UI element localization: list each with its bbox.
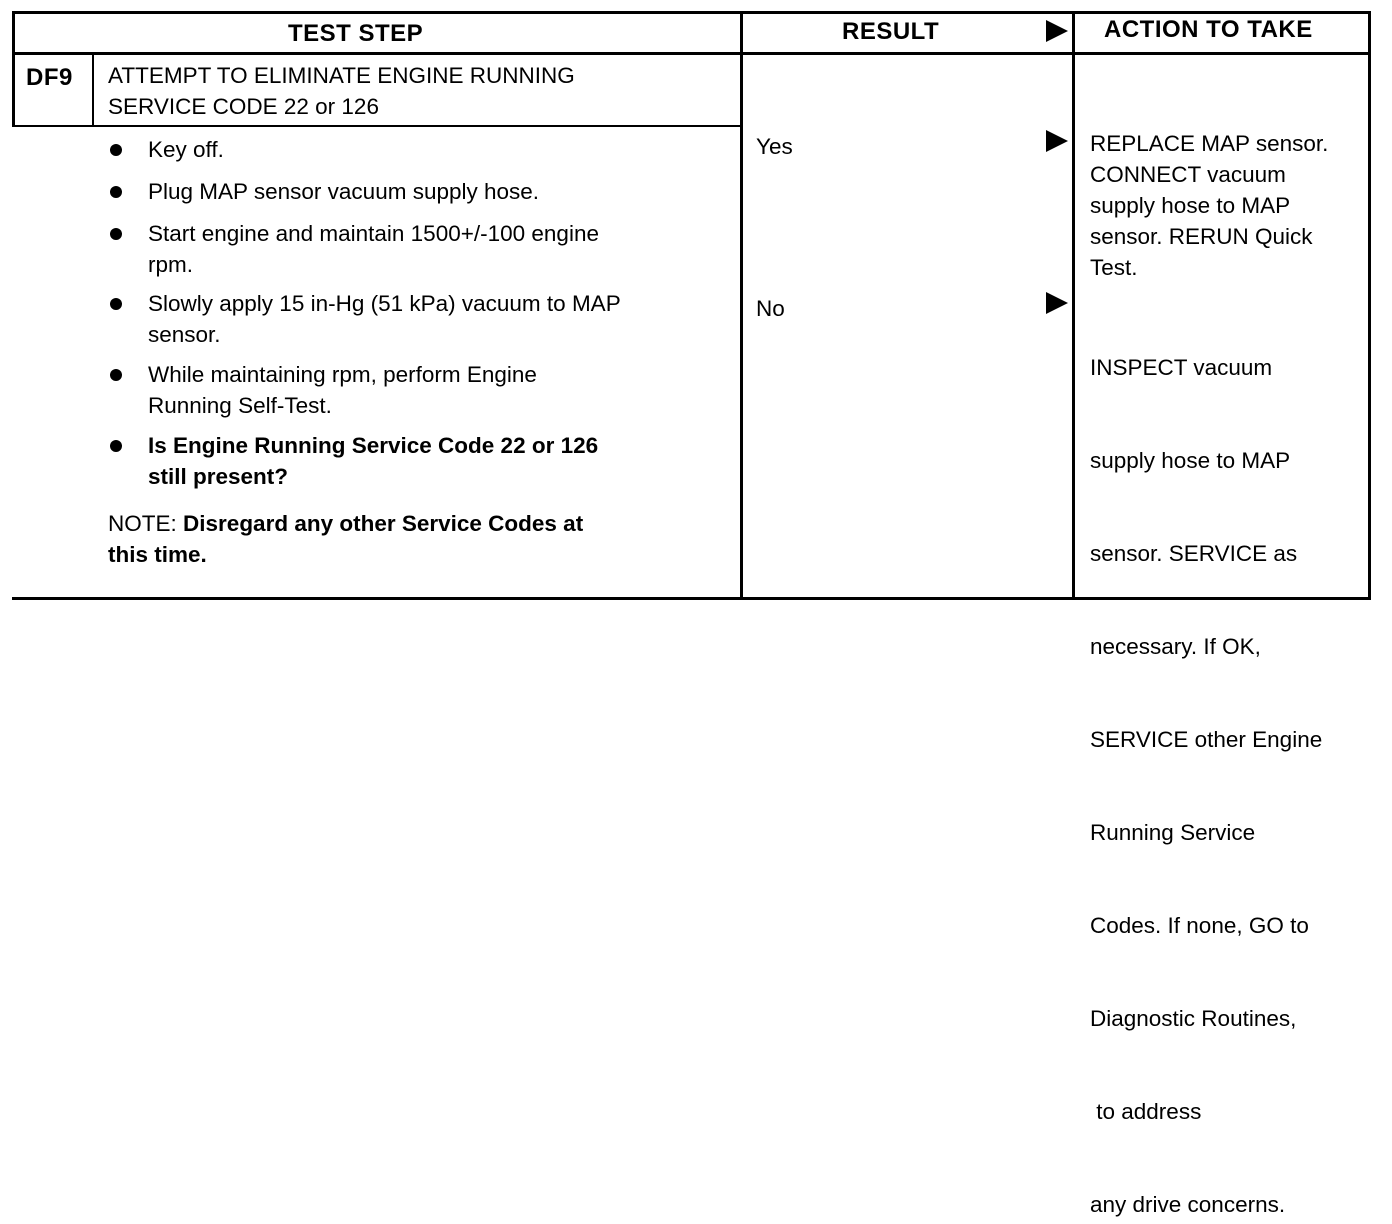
action-line: sensor. SERVICE as xyxy=(1090,541,1298,566)
bullet-item xyxy=(148,134,224,165)
action-line: Diagnostic Routines, xyxy=(1090,1006,1297,1031)
bullet-line: rpm. xyxy=(148,252,193,277)
note-text-line1: Disregard any other Service Codes at xyxy=(183,511,584,536)
action-line: REPLACE MAP sensor. xyxy=(1090,131,1329,156)
bullet-icon xyxy=(110,228,122,240)
bullet-icon xyxy=(110,144,122,156)
header-action-to-take: ACTION TO TAKE xyxy=(1104,16,1313,43)
test-step-column-divider xyxy=(740,11,743,600)
table-border-top xyxy=(12,11,1370,14)
step-title-line2: SERVICE CODE 22 or 126 xyxy=(108,94,379,119)
step-title-line1: ATTEMPT TO ELIMINATE ENGINE RUNNING xyxy=(108,63,575,88)
bullet-item xyxy=(148,288,621,350)
action-line: sensor. RERUN Quick xyxy=(1090,224,1313,249)
action-line: Running Service xyxy=(1090,820,1256,845)
bullet-line: Start engine and maintain 1500+/-100 engine xyxy=(148,221,599,246)
action-column-divider xyxy=(1072,11,1075,600)
action-yes xyxy=(1090,128,1328,283)
action-line: to address xyxy=(1090,1099,1202,1124)
note-text-line2: this time. xyxy=(108,542,207,567)
header-divider xyxy=(12,52,1371,55)
bullet-line: still present? xyxy=(148,464,289,489)
bullet-line: Key off. xyxy=(148,137,224,162)
bullet-item xyxy=(148,218,599,280)
action-line: necessary. If OK, xyxy=(1090,634,1261,659)
bullet-line: Slowly apply 15 in-Hg (51 kPa) vacuum to MAP xyxy=(148,291,621,316)
action-line: Test. xyxy=(1090,255,1138,280)
bullet-item xyxy=(148,176,539,207)
bullet-icon xyxy=(110,186,122,198)
action-no xyxy=(1090,290,1322,1224)
header-result: RESULT xyxy=(842,18,940,45)
step-title xyxy=(108,60,575,122)
result-no: No xyxy=(756,296,785,321)
note-label: NOTE: xyxy=(108,511,177,536)
bullet-line: Plug MAP sensor vacuum supply hose. xyxy=(148,179,540,204)
note xyxy=(108,508,583,570)
result-no-arrow-icon xyxy=(1046,292,1068,314)
action-line: supply hose to MAP xyxy=(1090,448,1291,473)
table-border-right xyxy=(1368,11,1371,598)
action-line: CONNECT vacuum xyxy=(1090,162,1286,187)
bullet-line: While maintaining rpm, perform Engine xyxy=(148,362,537,387)
step-title-divider xyxy=(12,125,742,127)
table-border-left xyxy=(12,11,15,57)
action-line: INSPECT vacuum xyxy=(1090,355,1273,380)
action-line: SERVICE other Engine xyxy=(1090,727,1323,752)
step-id-divider xyxy=(92,55,94,127)
bullet-icon xyxy=(110,369,122,381)
result-yes-arrow-icon xyxy=(1046,130,1068,152)
bullet-icon xyxy=(110,440,122,452)
header-arrow-icon xyxy=(1046,20,1068,42)
bullet-icon xyxy=(110,298,122,310)
action-line: any drive concerns. xyxy=(1090,1192,1286,1217)
header-test-step: TEST STEP xyxy=(288,20,424,47)
step-id-box-left xyxy=(12,52,15,127)
step-id: DF9 xyxy=(26,64,73,91)
action-line: supply hose to MAP xyxy=(1090,193,1291,218)
bullet-line: Running Self-Test. xyxy=(148,393,332,418)
bullet-item xyxy=(148,359,537,421)
bullet-line: Is Engine Running Service Code 22 or 126 xyxy=(148,433,599,458)
bullet-item-question xyxy=(148,430,598,492)
bullet-line: sensor. xyxy=(148,322,221,347)
action-line: Codes. If none, GO to xyxy=(1090,913,1309,938)
result-yes: Yes xyxy=(756,134,793,159)
